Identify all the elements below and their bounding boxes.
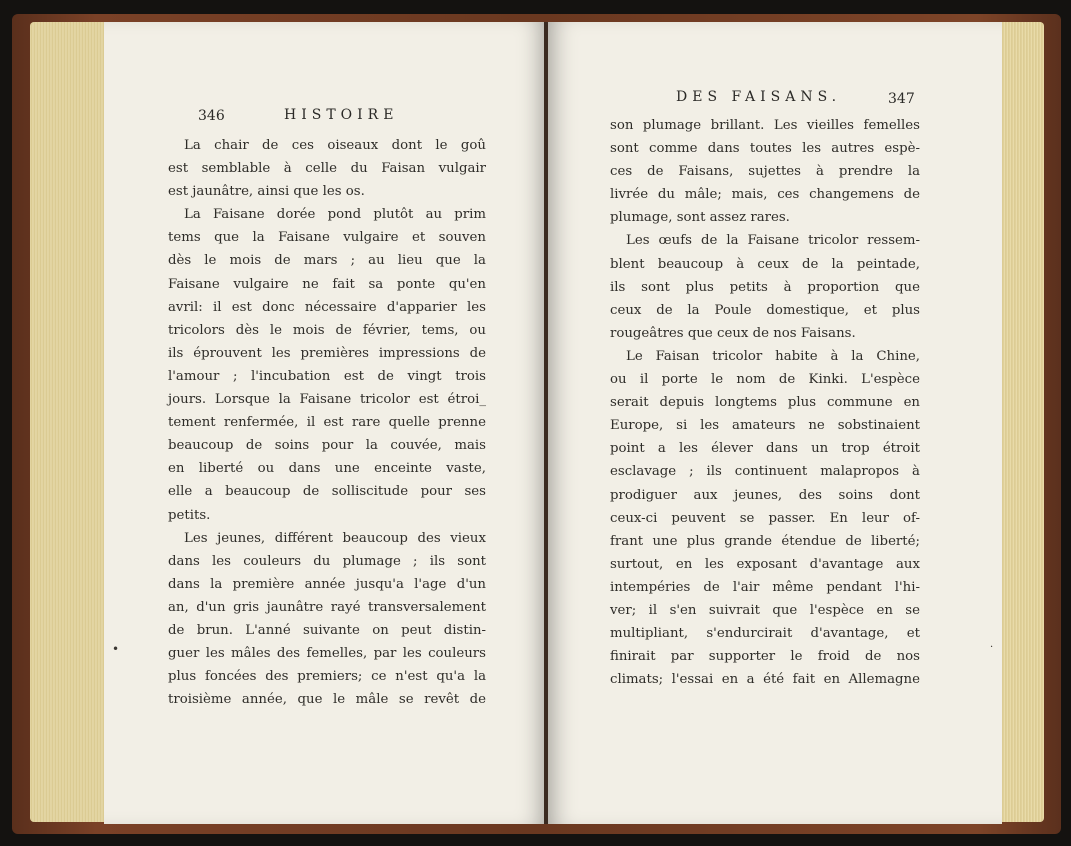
right-page <box>548 22 1002 824</box>
text-line: jours. Lorsque la Faisane tricolor est étroi_ <box>168 392 486 408</box>
text-line: frant une plus grande étendue de liberté; <box>610 533 920 549</box>
text-line: tricolors dès le mois de février, tems, ou <box>168 322 486 338</box>
text-line: en liberté ou dans une enceinte vaste, <box>168 461 486 477</box>
text-line: ver; il s'en suivrait que l'espèce en se <box>610 602 920 618</box>
text-line: finirait par supporter le froid de nos <box>610 649 920 665</box>
left-page <box>104 22 546 824</box>
text-line: beaucoup de soins pour la couvée, mais <box>168 438 486 454</box>
running-head: HISTOIRE <box>284 107 399 123</box>
margin-ink-dot: · <box>990 642 994 653</box>
text-line: est semblable à celle du Faisan vulgair <box>168 161 486 177</box>
text-line: ceux-ci peuvent se passer. En leur of- <box>610 510 920 526</box>
text-line: intempéries de l'air même pendant l'hi- <box>610 579 920 595</box>
text-line: blent beaucoup à ceux de la peintade, <box>610 256 920 272</box>
text-line: Faisane vulgaire ne fait sa ponte qu'en <box>168 276 486 292</box>
text-line: plumage, sont assez rares. <box>610 210 790 226</box>
page-edges-left <box>30 22 110 822</box>
text-line: dans les couleurs du plumage ; ils sont <box>168 553 486 569</box>
text-line: multipliant, s'endurcirait d'avantage, et <box>610 626 920 642</box>
text-line: livrée du mâle; mais, ces changemens de <box>610 187 920 203</box>
text-line: ils sont plus petits à proportion que <box>610 279 920 295</box>
text-line: serait depuis longtems plus commune en <box>610 395 920 411</box>
text-line: dans la première année jusqu'a l'age d'un <box>168 576 486 592</box>
text-line: Les jeunes, différent beaucoup des vieux <box>184 530 486 546</box>
text-line: avril: il est donc nécessaire d'apparier les <box>168 299 486 315</box>
text-line: ceux de la Poule domestique, et plus <box>610 302 920 318</box>
page-number: 346 <box>198 108 225 124</box>
text-line: petits. <box>168 507 211 523</box>
text-line: tement renfermée, il est rare quelle prenne <box>168 415 486 431</box>
running-head: DES FAISANS. <box>676 89 842 105</box>
text-line: troisième année, que le mâle se revêt de <box>168 692 486 708</box>
text-line: de brun. L'anné suivante on peut distin- <box>168 622 486 638</box>
text-line: Europe, si les amateurs ne sobstinaient <box>610 418 920 434</box>
text-line: an, d'un gris jaunâtre rayé transversalement <box>168 599 486 615</box>
text-line: plus foncées des premiers; ce n'est qu'a la <box>168 669 486 685</box>
text-line: ils éprouvent les premières impressions de <box>168 345 486 361</box>
text-line: rougeâtres que ceux de nos Faisans. <box>610 325 856 341</box>
page-edges-right <box>998 22 1044 822</box>
text-line: ces de Faisans, sujettes à prendre la <box>610 164 920 180</box>
right-body-text <box>610 114 920 691</box>
text-line: climats; l'essai en a été fait en Allemagne <box>610 672 920 688</box>
text-line: Le Faisan tricolor habite à la Chine, <box>626 348 920 364</box>
text-line: dès le mois de mars ; au lieu que la <box>168 253 486 269</box>
text-line: surtout, en les exposant d'avantage aux <box>610 556 920 572</box>
text-line: l'amour ; l'incubation est de vingt trois <box>168 368 486 384</box>
text-line: tems que la Faisane vulgaire et souven <box>168 230 486 246</box>
text-line: La Faisane dorée pond plutôt au prim <box>184 207 486 223</box>
text-line: est jaunâtre, ainsi que les os. <box>168 184 365 200</box>
text-line: guer les mâles des femelles, par les couleurs <box>168 646 486 662</box>
text-line: sont comme dans toutes les autres espè- <box>610 141 920 157</box>
text-line: ou il porte le nom de Kinki. L'espèce <box>610 372 920 388</box>
page-number: 347 <box>888 91 915 107</box>
text-line: son plumage brillant. Les vieilles femelles <box>610 118 920 133</box>
text-line: point a les élever dans un trop étroit <box>610 441 920 457</box>
text-line: esclavage ; ils continuent malapropos à <box>610 464 920 480</box>
text-line: La chair de ces oiseaux dont le goû <box>184 138 486 153</box>
text-line: elle a beaucoup de solliscitude pour ses <box>168 484 486 500</box>
text-line: Les œufs de la Faisane tricolor ressem- <box>626 233 920 249</box>
margin-ink-dot: • <box>112 642 120 656</box>
text-line: prodiguer aux jeunes, des soins dont <box>610 487 920 503</box>
left-body-text <box>168 134 486 711</box>
